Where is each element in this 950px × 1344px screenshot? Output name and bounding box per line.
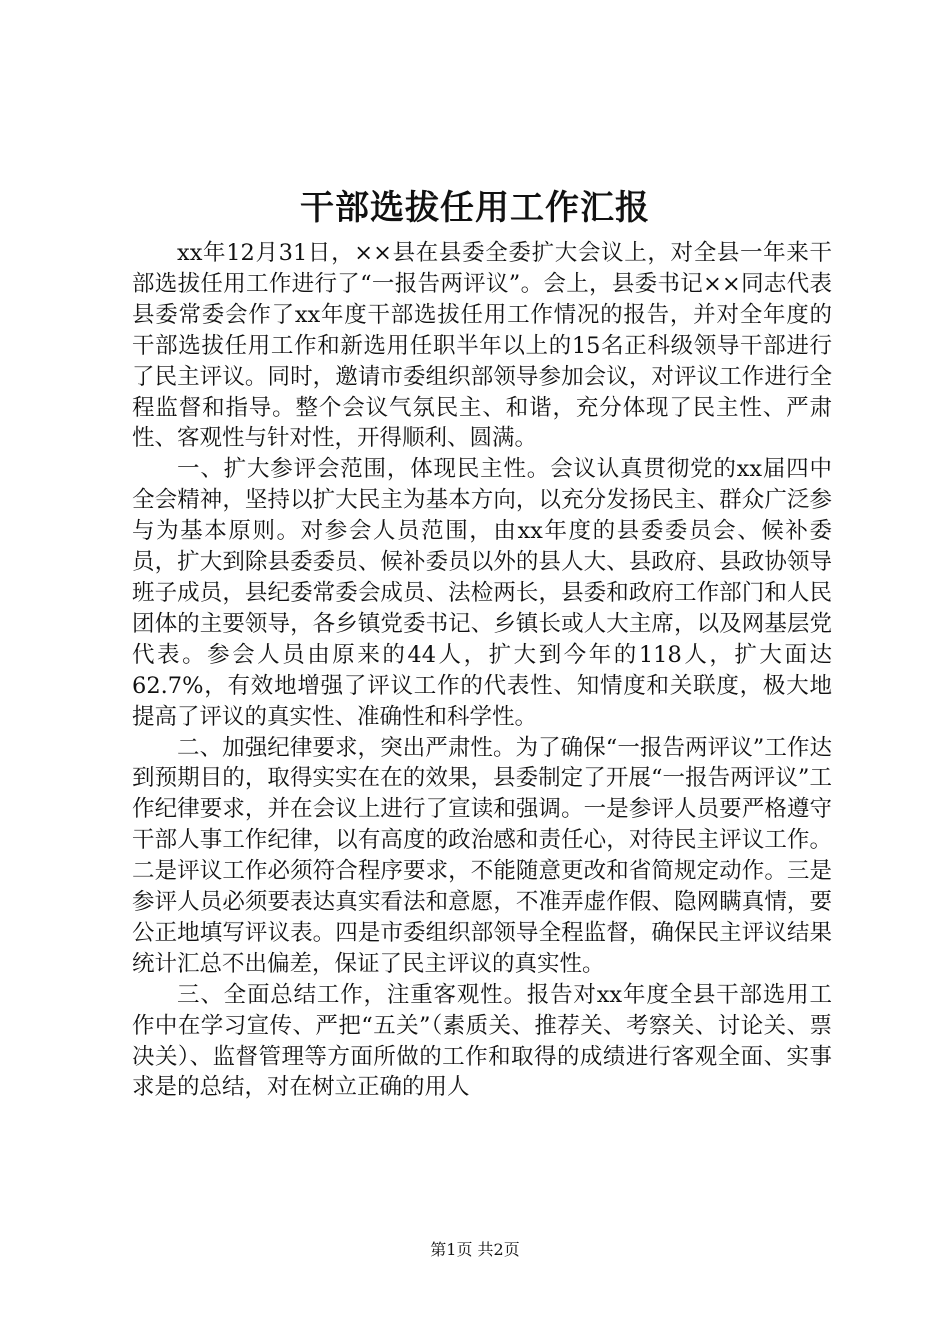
paragraph-section-3: 三、全面总结工作，注重客观性。报告对xx年度全县干部选用工作中在学习宣传、严把“五关”（素质关、推荐关、考察关、讨论关、票决关）、监督管理等方面所做的工作和取得的成绩进行客观全面、实事求是的总结，对在树立正确的用人 xyxy=(132,981,832,1101)
paragraph-section-2: 二、加强纪律要求，突出严肃性。为了确保“一报告两评议”工作达到预期目的，取得实实在在的效果，县委制定了开展“一报告两评议”工作纪律要求，并在会议上进行了宣读和强调。一是参评人员要严格遵守干部人事工作纪律，以有高度的政治感和责任心，对待民主评议工作。二是评议工作必须符合程序要求，不能随意更改和省简规定动作。三是参评人员必须要表达真实看法和意愿，不准弄虚作假、隐网瞒真情，要公正地填写评议表。四是市委组织部领导全程监督，确保民主评议结果统计汇总不出偏差，保证了民主评议的真实性。 xyxy=(132,734,832,977)
page-number-footer: 第1页 共2页 xyxy=(430,1240,520,1259)
document-body xyxy=(132,238,832,1103)
paragraph-section-1: 一、扩大参评会范围，体现民主性。会议认真贯彻党的xx届四中全会精神，坚持以扩大民主为基本方向，以充分发扬民主、群众广泛参与为基本原则。对参会人员范围，由xx年度的县委委员会、候补委员，扩大到除县委委员、候补委员以外的县人大、县政府、县政协领导班子成员，县纪委常委会成员、法检两长，县委和政府工作部门和人民团体的主要领导，各乡镇党委书记、乡镇长或人大主席，以及网基层党代表。参会人员由原来的44人，扩大到今年的118人，扩大面达62.7%，有效地增强了评议工作的代表性、知情度和关联度，极大地提高了评议的真实性、准确性和科学性。 xyxy=(132,456,832,730)
document-title: 干部选拔任用工作汇报 xyxy=(300,188,650,228)
paragraph-intro: xx年12月31日，××县在县委全委扩大会议上，对全县一年来干部选拔任用工作进行了“一报告两评议”。会上，县委书记××同志代表县委常委会作了xx年度干部选拔任用工作情况的报告，并对全年度的干部选拔任用工作和新选用任职半年以上的15名正科级领导干部进行了民主评议。同时，邀请市委组织部领导参加会议，对评议工作进行全程监督和指导。整个会议气氛民主、和谐，充分体现了民主性、严肃性、客观性与针对性，开得顺利、圆满。 xyxy=(132,240,832,452)
